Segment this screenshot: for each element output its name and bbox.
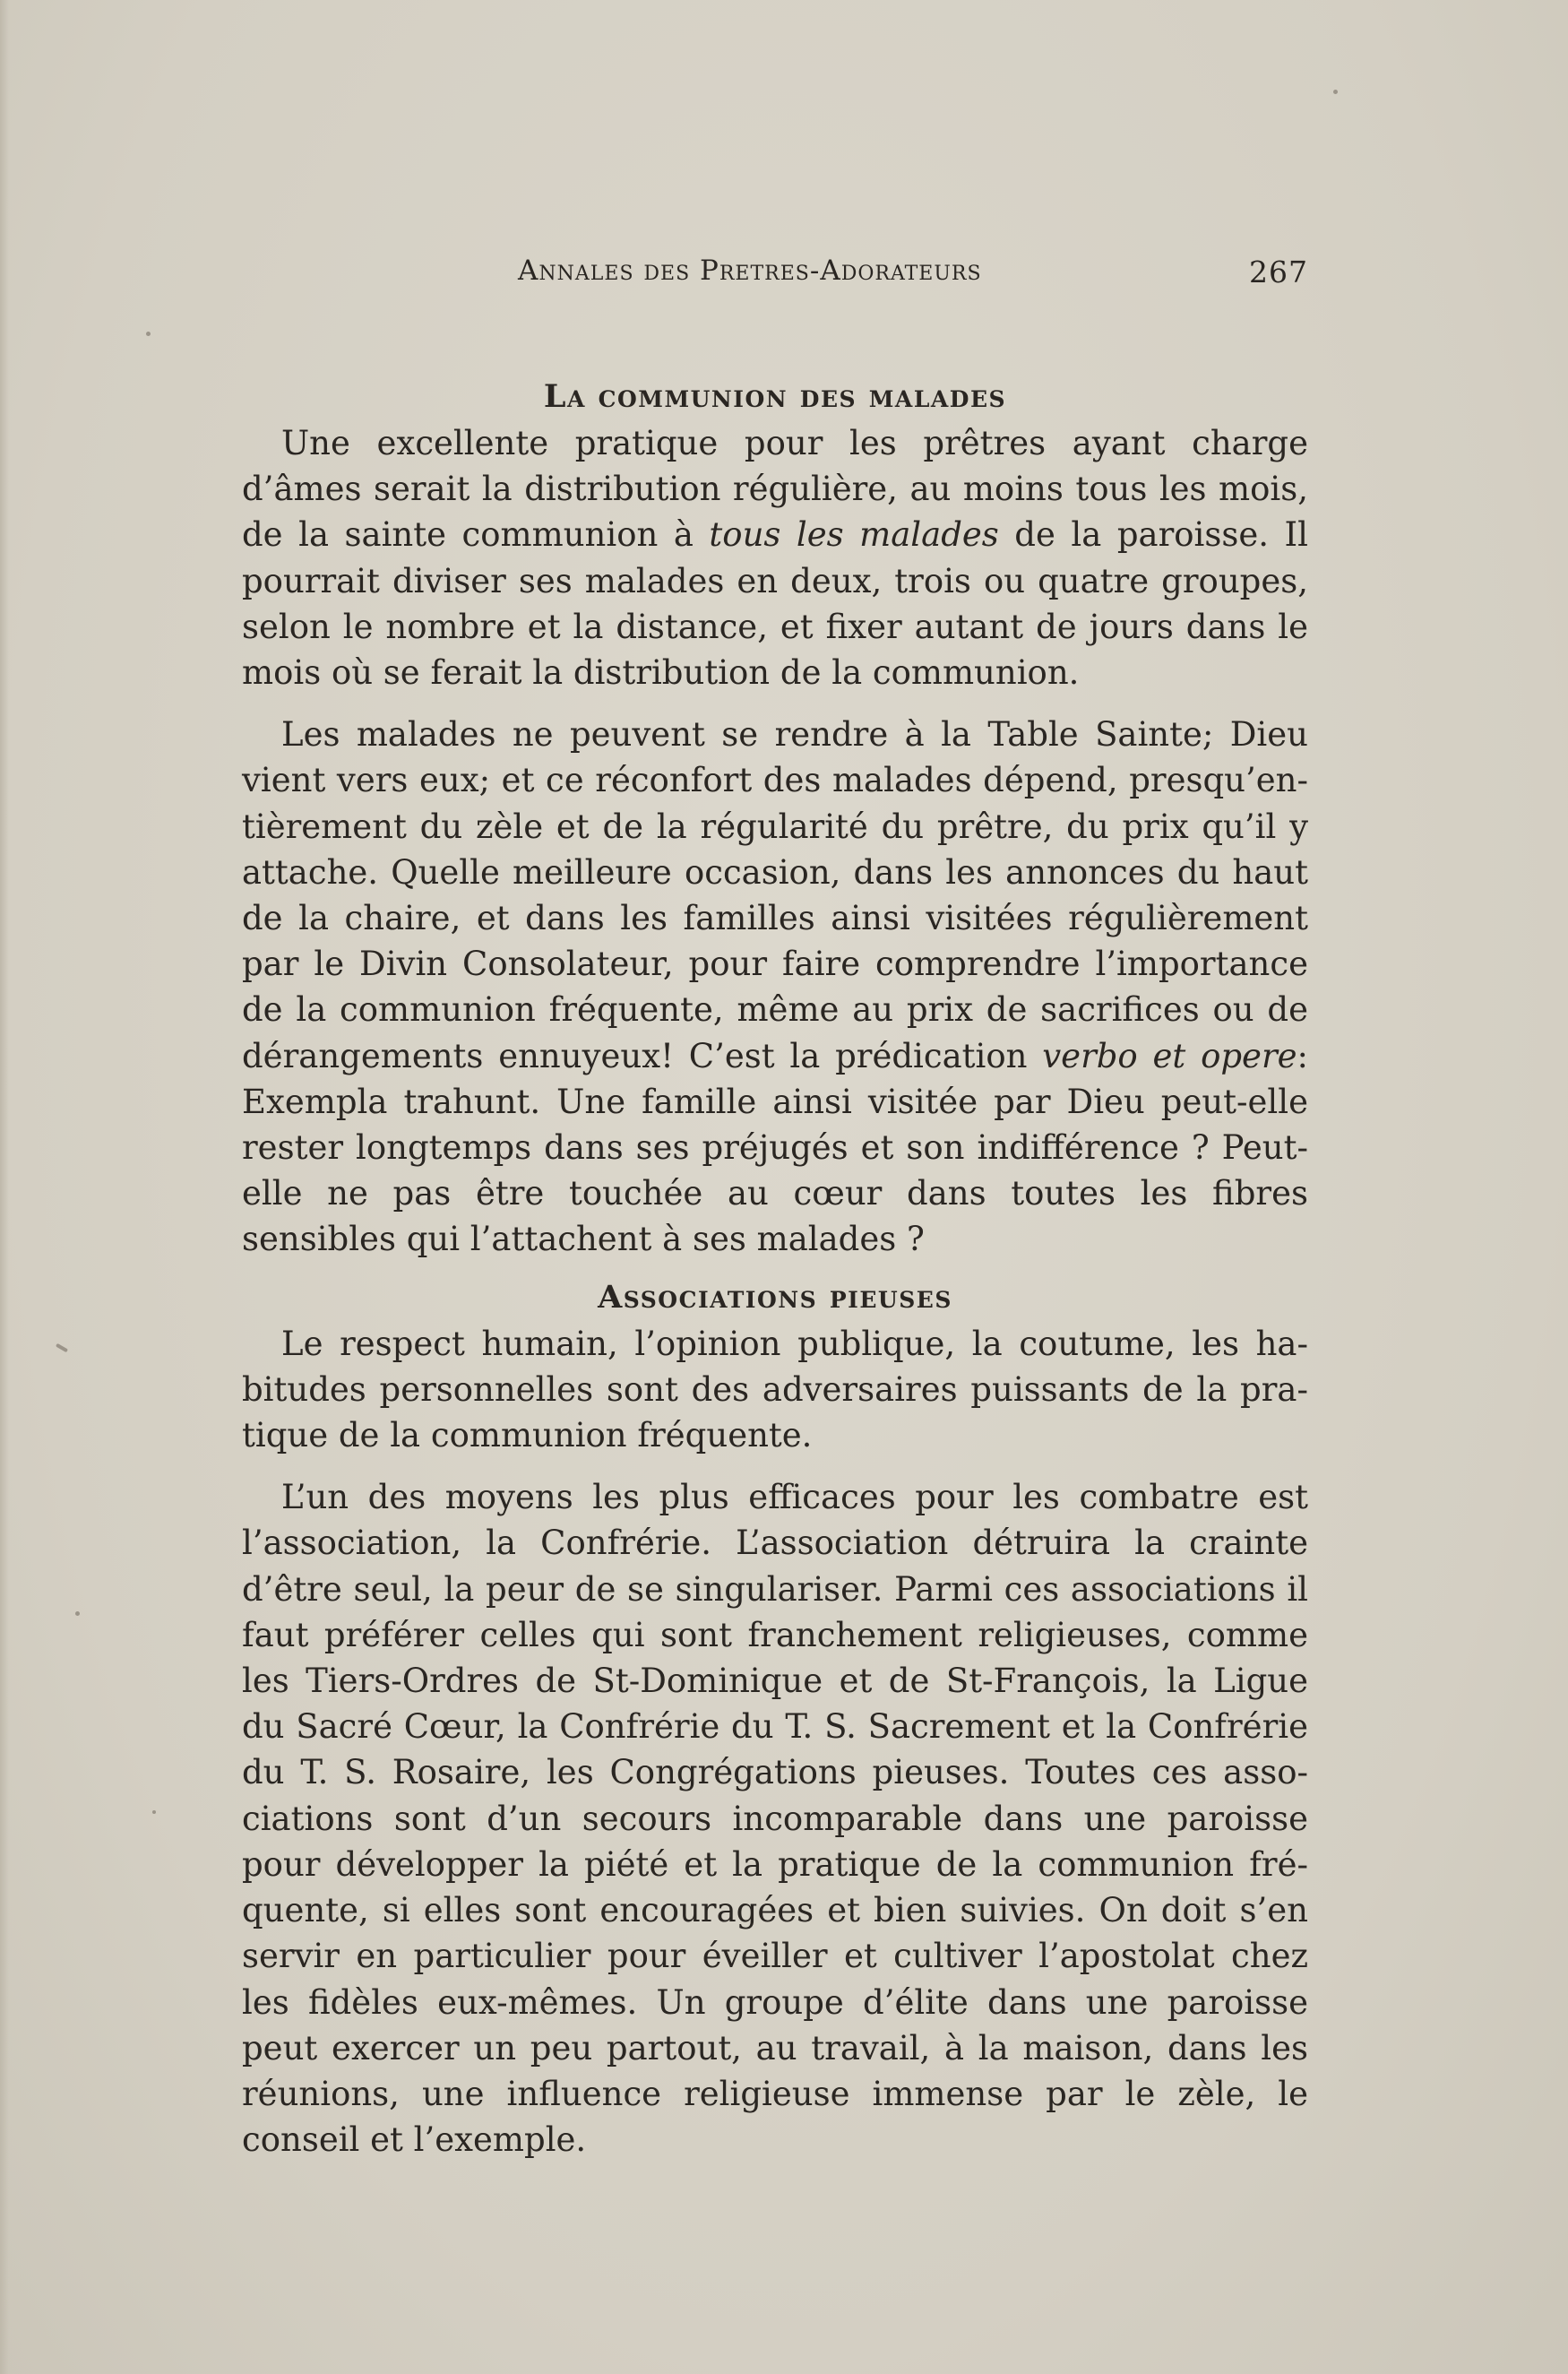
italic-text-run: verbo et opere: [1042, 1036, 1297, 1075]
paragraph: [242, 420, 1308, 695]
paper-speck: [146, 332, 151, 336]
text-run: L’un des moyens les plus efficaces pour les combatre est l’association, la Confrérie. L’association détruira la crainte d’être seul, la peur de se singulariser. Parmi ces associations il faut préférer celles qui sont franchement religieuses, comme les Tiers-Ordres de St-Dominique et de St-François, la Ligue du Sacré Cœur, la Confrérie du T. S. Sacrement et la Confrérie du T. S. Rosaire, les Congrégations pieuses. Toutes ces associations sont d’un secours incomparable dans une paroisse pour développer la piété et la pratique de la communion fréquente, si elles sont encouragées et bien suivies. On doit s’en servir en particulier pour éveiller et cultiver l’apostolat chez les fidèles eux-mêmes. Un groupe d’élite dans une paroisse peut exercer un peu partout, au travail, à la maison, dans les réunions, une influence religieuse immense par le zèle, le conseil et l’exemple.: [242, 1478, 1308, 2160]
page-number: 267: [1249, 255, 1308, 289]
book-page: [242, 251, 1308, 2162]
paper-speck: [75, 1611, 80, 1616]
paragraph: [242, 1474, 1308, 2162]
section-heading: Associations pieuses: [598, 1278, 952, 1316]
paragraph: [242, 712, 1308, 1262]
italic-text-run: tous les malades: [709, 515, 999, 555]
paper-speck: [152, 1810, 156, 1814]
text-run: : Exempla trahunt. Une famille ainsi visitée par Dieu peut-elle rester longtemps dans ses préjugés et son indifférence ? Peut-elle ne pas être touchée au cœur dans toutes les fibres sensibles qui l’attachent à ses malades ?: [242, 1036, 1308, 1259]
text-run: Le respect humain, l’opinion publique, la coutume, les habitudes personnelles sont des adversaires puissants de la pratique de la communion fréquente.: [242, 1324, 1308, 1455]
text-run: Les malades ne peuvent se rendre à la Table Sainte; Dieu vient vers eux; et ce réconfort des malades dépend, presqu’entièrement du zèle et de la régularité du prêtre, du prix qu’il y attache. Quelle meilleure occasion, dans les annonces du haut de la chaire, et dans les familles ainsi visitées régulièrement par le Divin Consolateur, pour faire comprendre l’importance de la communion fréquente, même au prix de sacrifices ou de dérangements ennuyeux! C’est la prédication: [242, 715, 1308, 1075]
section-heading: La communion des malades: [543, 378, 1007, 415]
text-run: de la paroisse. Il pourrait diviser ses malades en deux, trois ou quatre groupes, selon le nombre et la distance, et fixer autant de jours dans le mois où se ferait la distribution de la communion.: [242, 515, 1308, 693]
paragraph: [242, 1321, 1308, 1459]
running-head: [242, 251, 1308, 305]
paper-speck: [1333, 90, 1338, 94]
text-run: Une excellente pratique pour les prêtres ayant charge d’âmes serait la distribution régulière, au moins tous les mois, de la sainte communion à: [242, 424, 1308, 555]
paper-speck: [56, 1343, 68, 1352]
running-title: Annales des Pretres-Adorateurs: [518, 255, 982, 287]
page-edge-shadow: [0, 0, 9, 2374]
